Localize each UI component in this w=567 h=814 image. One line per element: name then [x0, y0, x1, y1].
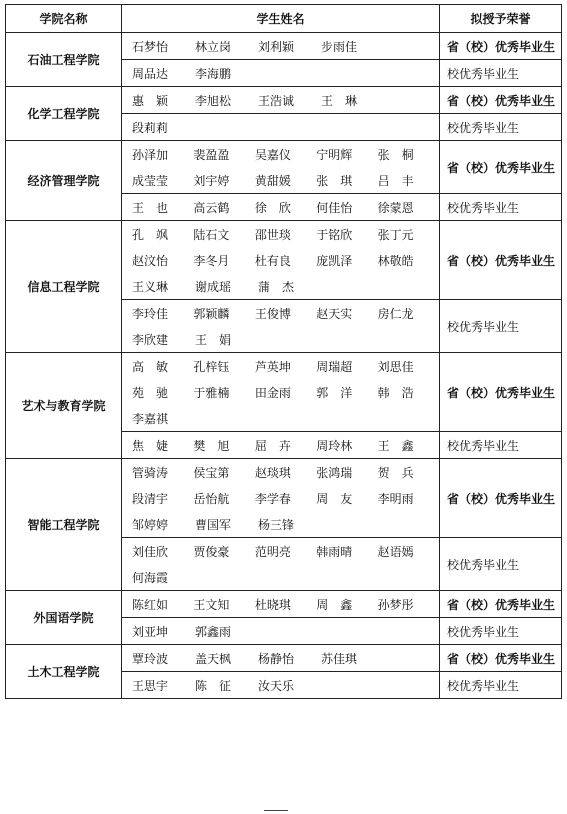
page-break-mark [264, 810, 288, 811]
student-name: 韩 浩 [377, 385, 414, 400]
student-name: 于雅楠 [193, 385, 230, 400]
student-name: 惠 颖 [132, 93, 169, 108]
student-name: 赵天实 [316, 306, 353, 321]
student-name: 赵琰琪 [254, 465, 291, 480]
student-name-line [132, 167, 439, 193]
student-name: 李学春 [254, 491, 291, 506]
student-name: 高云鹤 [193, 200, 230, 215]
student-name: 芦英坤 [254, 359, 291, 374]
student-name: 覃玲波 [132, 651, 169, 666]
student-name-line [132, 538, 439, 564]
student-name: 李旭松 [195, 93, 232, 108]
student-name: 石梦怡 [132, 39, 169, 54]
student-names-cell [122, 618, 440, 645]
student-name: 王俊博 [254, 306, 291, 321]
student-name: 刘宇婷 [193, 173, 230, 188]
student-name: 谢成瑶 [195, 279, 232, 294]
student-name-line [132, 247, 439, 273]
student-names-cell [122, 221, 440, 300]
student-name-line [132, 618, 439, 644]
college-name: 信息工程学院 [6, 221, 122, 353]
student-name: 杨静怡 [258, 651, 295, 666]
student-name: 高 敏 [132, 359, 169, 374]
student-name: 赵汶怡 [132, 253, 169, 268]
honor-title: 省（校）优秀毕业生 [440, 87, 562, 114]
student-name-line [132, 87, 439, 113]
student-name: 王 鑫 [377, 438, 414, 453]
honor-title: 省（校）优秀毕业生 [440, 353, 562, 432]
student-name: 赵语嫣 [377, 544, 414, 559]
student-name-line [132, 141, 439, 167]
honor-title: 校优秀毕业生 [440, 60, 562, 87]
student-name: 邹婷婷 [132, 517, 169, 532]
student-name: 何佳怡 [316, 200, 353, 215]
honor-title: 校优秀毕业生 [440, 432, 562, 459]
student-names-cell [122, 87, 440, 114]
table-body [6, 33, 562, 699]
student-name: 于铭欣 [316, 227, 353, 242]
student-name-line [132, 432, 439, 458]
college-name: 经济管理学院 [6, 141, 122, 221]
honor-title: 省（校）优秀毕业生 [440, 33, 562, 60]
student-name-line [132, 300, 439, 326]
student-name-line [132, 114, 439, 140]
student-name: 刘佳欣 [132, 544, 169, 559]
student-name-line [132, 645, 439, 671]
honor-title: 校优秀毕业生 [440, 114, 562, 141]
student-name-line [132, 273, 439, 299]
student-name: 王文知 [193, 597, 230, 612]
honor-table [5, 4, 562, 699]
student-name: 张 桐 [377, 147, 414, 162]
student-name: 孙梦彤 [377, 597, 414, 612]
student-name: 焦 婕 [132, 438, 169, 453]
honor-title: 校优秀毕业生 [440, 618, 562, 645]
student-name-line [132, 379, 439, 405]
header-honor: 拟授予荣誉 [440, 5, 562, 33]
student-name: 步雨佳 [321, 39, 358, 54]
student-name: 郭鑫雨 [195, 624, 232, 639]
student-name: 吴嘉仪 [254, 147, 291, 162]
student-name: 王 琳 [321, 93, 358, 108]
student-name: 刘思佳 [377, 359, 414, 374]
student-name: 成莹莹 [132, 173, 169, 188]
student-names-cell [122, 672, 440, 699]
honor-title: 省（校）优秀毕业生 [440, 591, 562, 618]
student-name: 樊 旭 [193, 438, 230, 453]
student-name: 杜晓琪 [254, 597, 291, 612]
student-name: 杜有良 [254, 253, 291, 268]
student-name-line [132, 194, 439, 220]
student-name: 陆石文 [193, 227, 230, 242]
student-name: 房仁龙 [377, 306, 414, 321]
student-name: 周 鑫 [316, 597, 353, 612]
student-name-line [132, 564, 439, 590]
student-name-line [132, 221, 439, 247]
student-name: 贾俊豪 [193, 544, 230, 559]
student-name: 孔 飒 [132, 227, 169, 242]
student-name: 段莉莉 [132, 120, 169, 135]
student-name: 张丁元 [377, 227, 414, 242]
student-name: 盖天枫 [195, 651, 232, 666]
student-name: 管骑涛 [132, 465, 169, 480]
student-name: 周瑞超 [316, 359, 353, 374]
college-name: 化学工程学院 [6, 87, 122, 141]
student-names-cell [122, 353, 440, 432]
student-names-cell [122, 432, 440, 459]
student-name-line [132, 353, 439, 379]
student-name: 王浩诚 [258, 93, 295, 108]
student-name: 徐蒙恩 [377, 200, 414, 215]
honor-title: 省（校）优秀毕业生 [440, 221, 562, 300]
student-names-cell [122, 114, 440, 141]
table-row [6, 459, 562, 538]
student-name: 邵世琰 [254, 227, 291, 242]
student-name: 王思宇 [132, 678, 169, 693]
student-name: 汝天乐 [258, 678, 295, 693]
college-name: 智能工程学院 [6, 459, 122, 591]
student-name: 王义琳 [132, 279, 169, 294]
student-name: 岳怡航 [193, 491, 230, 506]
student-name: 郭颖麟 [193, 306, 230, 321]
student-names-cell [122, 60, 440, 87]
student-name: 李海鹏 [195, 66, 232, 81]
table-row [6, 645, 562, 672]
student-name: 张鸿瑞 [316, 465, 353, 480]
student-name: 屈 卉 [254, 438, 291, 453]
student-name: 苏佳琪 [321, 651, 358, 666]
student-names-cell [122, 645, 440, 672]
student-name: 孙泽加 [132, 147, 169, 162]
table-row [6, 353, 562, 432]
student-name: 刘利颖 [258, 39, 295, 54]
student-name: 王 娟 [195, 332, 232, 347]
student-name: 黄甜媛 [254, 173, 291, 188]
student-name: 刘亚坤 [132, 624, 169, 639]
student-name: 范明亮 [254, 544, 291, 559]
student-names-cell [122, 33, 440, 60]
honor-title: 省（校）优秀毕业生 [440, 459, 562, 538]
student-name: 段清宇 [132, 491, 169, 506]
student-name: 杨三锋 [258, 517, 295, 532]
student-name: 蒲 杰 [258, 279, 295, 294]
student-name-line [132, 60, 439, 86]
student-name: 庞凯泽 [316, 253, 353, 268]
table-row [6, 33, 562, 60]
student-name: 侯宝第 [193, 465, 230, 480]
student-name: 韩雨晴 [316, 544, 353, 559]
student-names-cell [122, 194, 440, 221]
student-name-line [132, 672, 439, 698]
student-name-line [132, 405, 439, 431]
table-row [6, 87, 562, 114]
student-name: 曹国军 [195, 517, 232, 532]
student-name: 周 友 [316, 491, 353, 506]
college-name: 土木工程学院 [6, 645, 122, 699]
honor-title: 校优秀毕业生 [440, 672, 562, 699]
student-name: 张 琪 [316, 173, 353, 188]
student-names-cell [122, 141, 440, 194]
student-name: 陈红如 [132, 597, 169, 612]
college-name: 外国语学院 [6, 591, 122, 645]
student-name: 贺 兵 [377, 465, 414, 480]
student-name-line [132, 511, 439, 537]
student-name: 裴盈盈 [193, 147, 230, 162]
student-name: 李欣建 [132, 332, 169, 347]
student-name: 苑 驰 [132, 385, 169, 400]
student-name: 林敬皓 [377, 253, 414, 268]
honor-title: 省（校）优秀毕业生 [440, 645, 562, 672]
student-name: 李冬月 [193, 253, 230, 268]
student-names-cell [122, 591, 440, 618]
student-name: 李嘉祺 [132, 411, 169, 426]
honor-title: 校优秀毕业生 [440, 300, 562, 353]
student-name: 林立岗 [195, 39, 232, 54]
college-name: 石油工程学院 [6, 33, 122, 87]
header-college: 学院名称 [6, 5, 122, 33]
student-name-line [132, 326, 439, 352]
student-name: 李明雨 [377, 491, 414, 506]
student-name-line [132, 459, 439, 485]
student-name: 李玲佳 [132, 306, 169, 321]
student-name: 王 也 [132, 200, 169, 215]
student-name-line [132, 485, 439, 511]
honor-title: 校优秀毕业生 [440, 538, 562, 591]
table-row [6, 591, 562, 618]
student-name-line [132, 33, 439, 59]
honor-title: 省（校）优秀毕业生 [440, 141, 562, 194]
student-names-cell [122, 300, 440, 353]
student-name: 宁明辉 [316, 147, 353, 162]
student-name-line [132, 591, 439, 617]
table-row [6, 141, 562, 194]
student-name: 田金雨 [254, 385, 291, 400]
student-name: 孔梓钰 [193, 359, 230, 374]
table-row [6, 221, 562, 300]
student-name: 周玲林 [316, 438, 353, 453]
student-name: 徐 欣 [254, 200, 291, 215]
student-name: 何海霞 [132, 570, 169, 585]
student-name: 陈 征 [195, 678, 232, 693]
honor-title: 校优秀毕业生 [440, 194, 562, 221]
header-row [6, 5, 562, 33]
student-names-cell [122, 538, 440, 591]
student-name: 周品达 [132, 66, 169, 81]
header-students: 学生姓名 [122, 5, 440, 33]
student-names-cell [122, 459, 440, 538]
student-name: 吕 丰 [377, 173, 414, 188]
college-name: 艺术与教育学院 [6, 353, 122, 459]
student-name: 郭 洋 [316, 385, 353, 400]
